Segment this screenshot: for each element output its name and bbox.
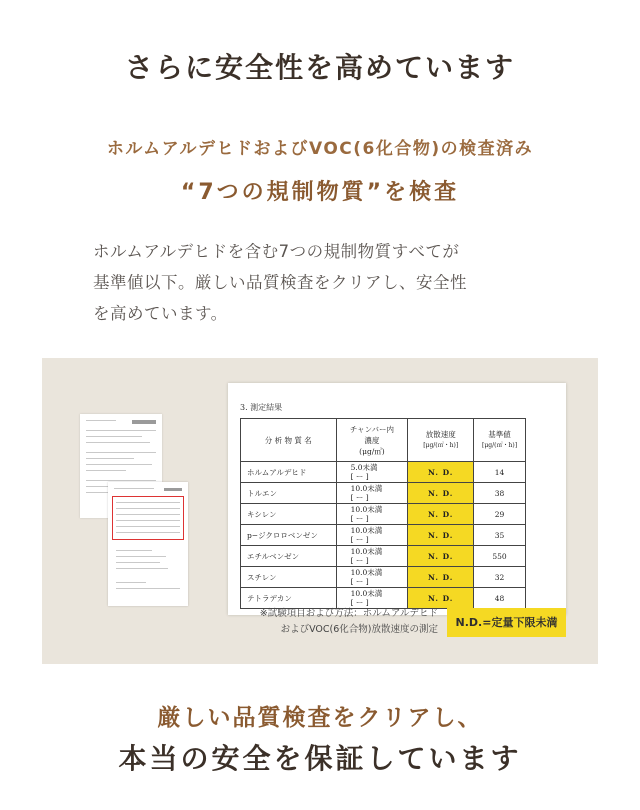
nd-definition-badge: N.D.=定量下限未満	[447, 608, 566, 637]
substance-cell: キシレン	[241, 504, 337, 525]
header-chamber-unit: (μg/㎥)	[359, 446, 385, 456]
description-line: ホルムアルデヒドを含む7つの規制物質すべてが	[93, 242, 460, 261]
chamber-cell	[336, 525, 408, 546]
table-row	[241, 546, 526, 567]
header-emission-rate	[408, 419, 474, 462]
test-report-panel	[42, 358, 598, 664]
note-line: およびVOC(6化合物)放散速度の測定	[280, 624, 438, 635]
standard-cell: 48	[474, 588, 526, 609]
page-title: さらに安全性を高めています	[124, 51, 515, 84]
emission-cell: N. D.	[408, 462, 474, 483]
chamber-cell	[336, 504, 408, 525]
header-emission-unit: [μg/(㎡・h)]	[423, 442, 459, 449]
description-line: 基準値以下。厳しい品質検査をクリアし、安全性	[93, 273, 467, 292]
emission-cell: N. D.	[408, 546, 474, 567]
emission-cell: N. D.	[408, 567, 474, 588]
header-substance: 分 析 物 質 名	[241, 419, 337, 462]
chamber-cell	[336, 462, 408, 483]
emission-cell: N. D.	[408, 483, 474, 504]
chamber-sub: [ ー ]	[350, 472, 369, 481]
header-standard-value	[474, 419, 526, 462]
results-table	[240, 418, 526, 609]
measurement-results-card	[228, 383, 566, 615]
report-document-thumbnail-front	[108, 482, 188, 606]
chamber-sub: [ ー ]	[350, 556, 369, 565]
chamber-cell	[336, 546, 408, 567]
emission-cell: N. D.	[408, 588, 474, 609]
chamber-sub: [ ー ]	[350, 514, 369, 523]
chamber-sub: [ ー ]	[350, 493, 369, 502]
description-line: を高めています。	[93, 304, 228, 323]
standard-cell: 29	[474, 504, 526, 525]
chamber-value: 10.0未満	[350, 484, 383, 493]
chamber-sub: [ ー ]	[350, 577, 369, 586]
header-chamber-concentration	[336, 419, 408, 462]
standard-cell: 35	[474, 525, 526, 546]
chamber-value: 10.0未満	[350, 568, 383, 577]
table-row	[241, 483, 526, 504]
header-emission-line1: 放散速度	[425, 430, 456, 439]
chamber-value: 10.0未満	[350, 526, 383, 535]
substance-cell: エチルベンゼン	[241, 546, 337, 567]
table-row	[241, 567, 526, 588]
chamber-cell	[336, 567, 408, 588]
standard-cell: 38	[474, 483, 526, 504]
header-standard-unit: [μg/(㎡・h)]	[482, 442, 518, 449]
chamber-value: 5.0未満	[350, 463, 378, 472]
substance-cell: スチレン	[241, 567, 337, 588]
note-line: ※試験項目および方法：ホルムアルデヒド	[259, 608, 438, 619]
header-chamber-line1: チャンバー内	[349, 424, 395, 434]
standard-cell: 32	[474, 567, 526, 588]
chamber-value: 10.0未満	[350, 505, 383, 514]
section-subtitle: ホルムアルデヒドおよびVOC(6化合物)の検査済み	[106, 139, 534, 159]
table-header-row	[241, 419, 526, 462]
description-text	[93, 236, 563, 329]
table-row	[241, 525, 526, 546]
substance-cell: ホルムアルデヒド	[241, 462, 337, 483]
chamber-value: 10.0未満	[350, 589, 383, 598]
closing-line-1: 厳しい品質検査をクリアし、	[157, 705, 483, 731]
chamber-sub: [ ー ]	[350, 535, 369, 544]
table-row	[241, 504, 526, 525]
standard-cell: 14	[474, 462, 526, 483]
substance-cell: p−ジクロロベンゼン	[241, 525, 337, 546]
header-chamber-line2: 濃度	[364, 435, 380, 445]
closing-line-2: 本当の安全を保証しています	[118, 742, 522, 775]
table-row	[241, 462, 526, 483]
chamber-value: 10.0未満	[350, 547, 383, 556]
substance-cell: トルエン	[241, 483, 337, 504]
test-method-note	[228, 606, 438, 638]
section-headline: “7つの規制物質”を検査	[180, 180, 460, 205]
substance-cell: テトラデカン	[241, 588, 337, 609]
chamber-sub: [ ー ]	[350, 598, 369, 607]
standard-cell: 550	[474, 546, 526, 567]
results-section-label: 3. 測定結果	[240, 403, 283, 412]
chamber-cell	[336, 483, 408, 504]
emission-cell: N. D.	[408, 525, 474, 546]
emission-cell: N. D.	[408, 504, 474, 525]
header-standard-line1: 基準値	[488, 430, 511, 439]
